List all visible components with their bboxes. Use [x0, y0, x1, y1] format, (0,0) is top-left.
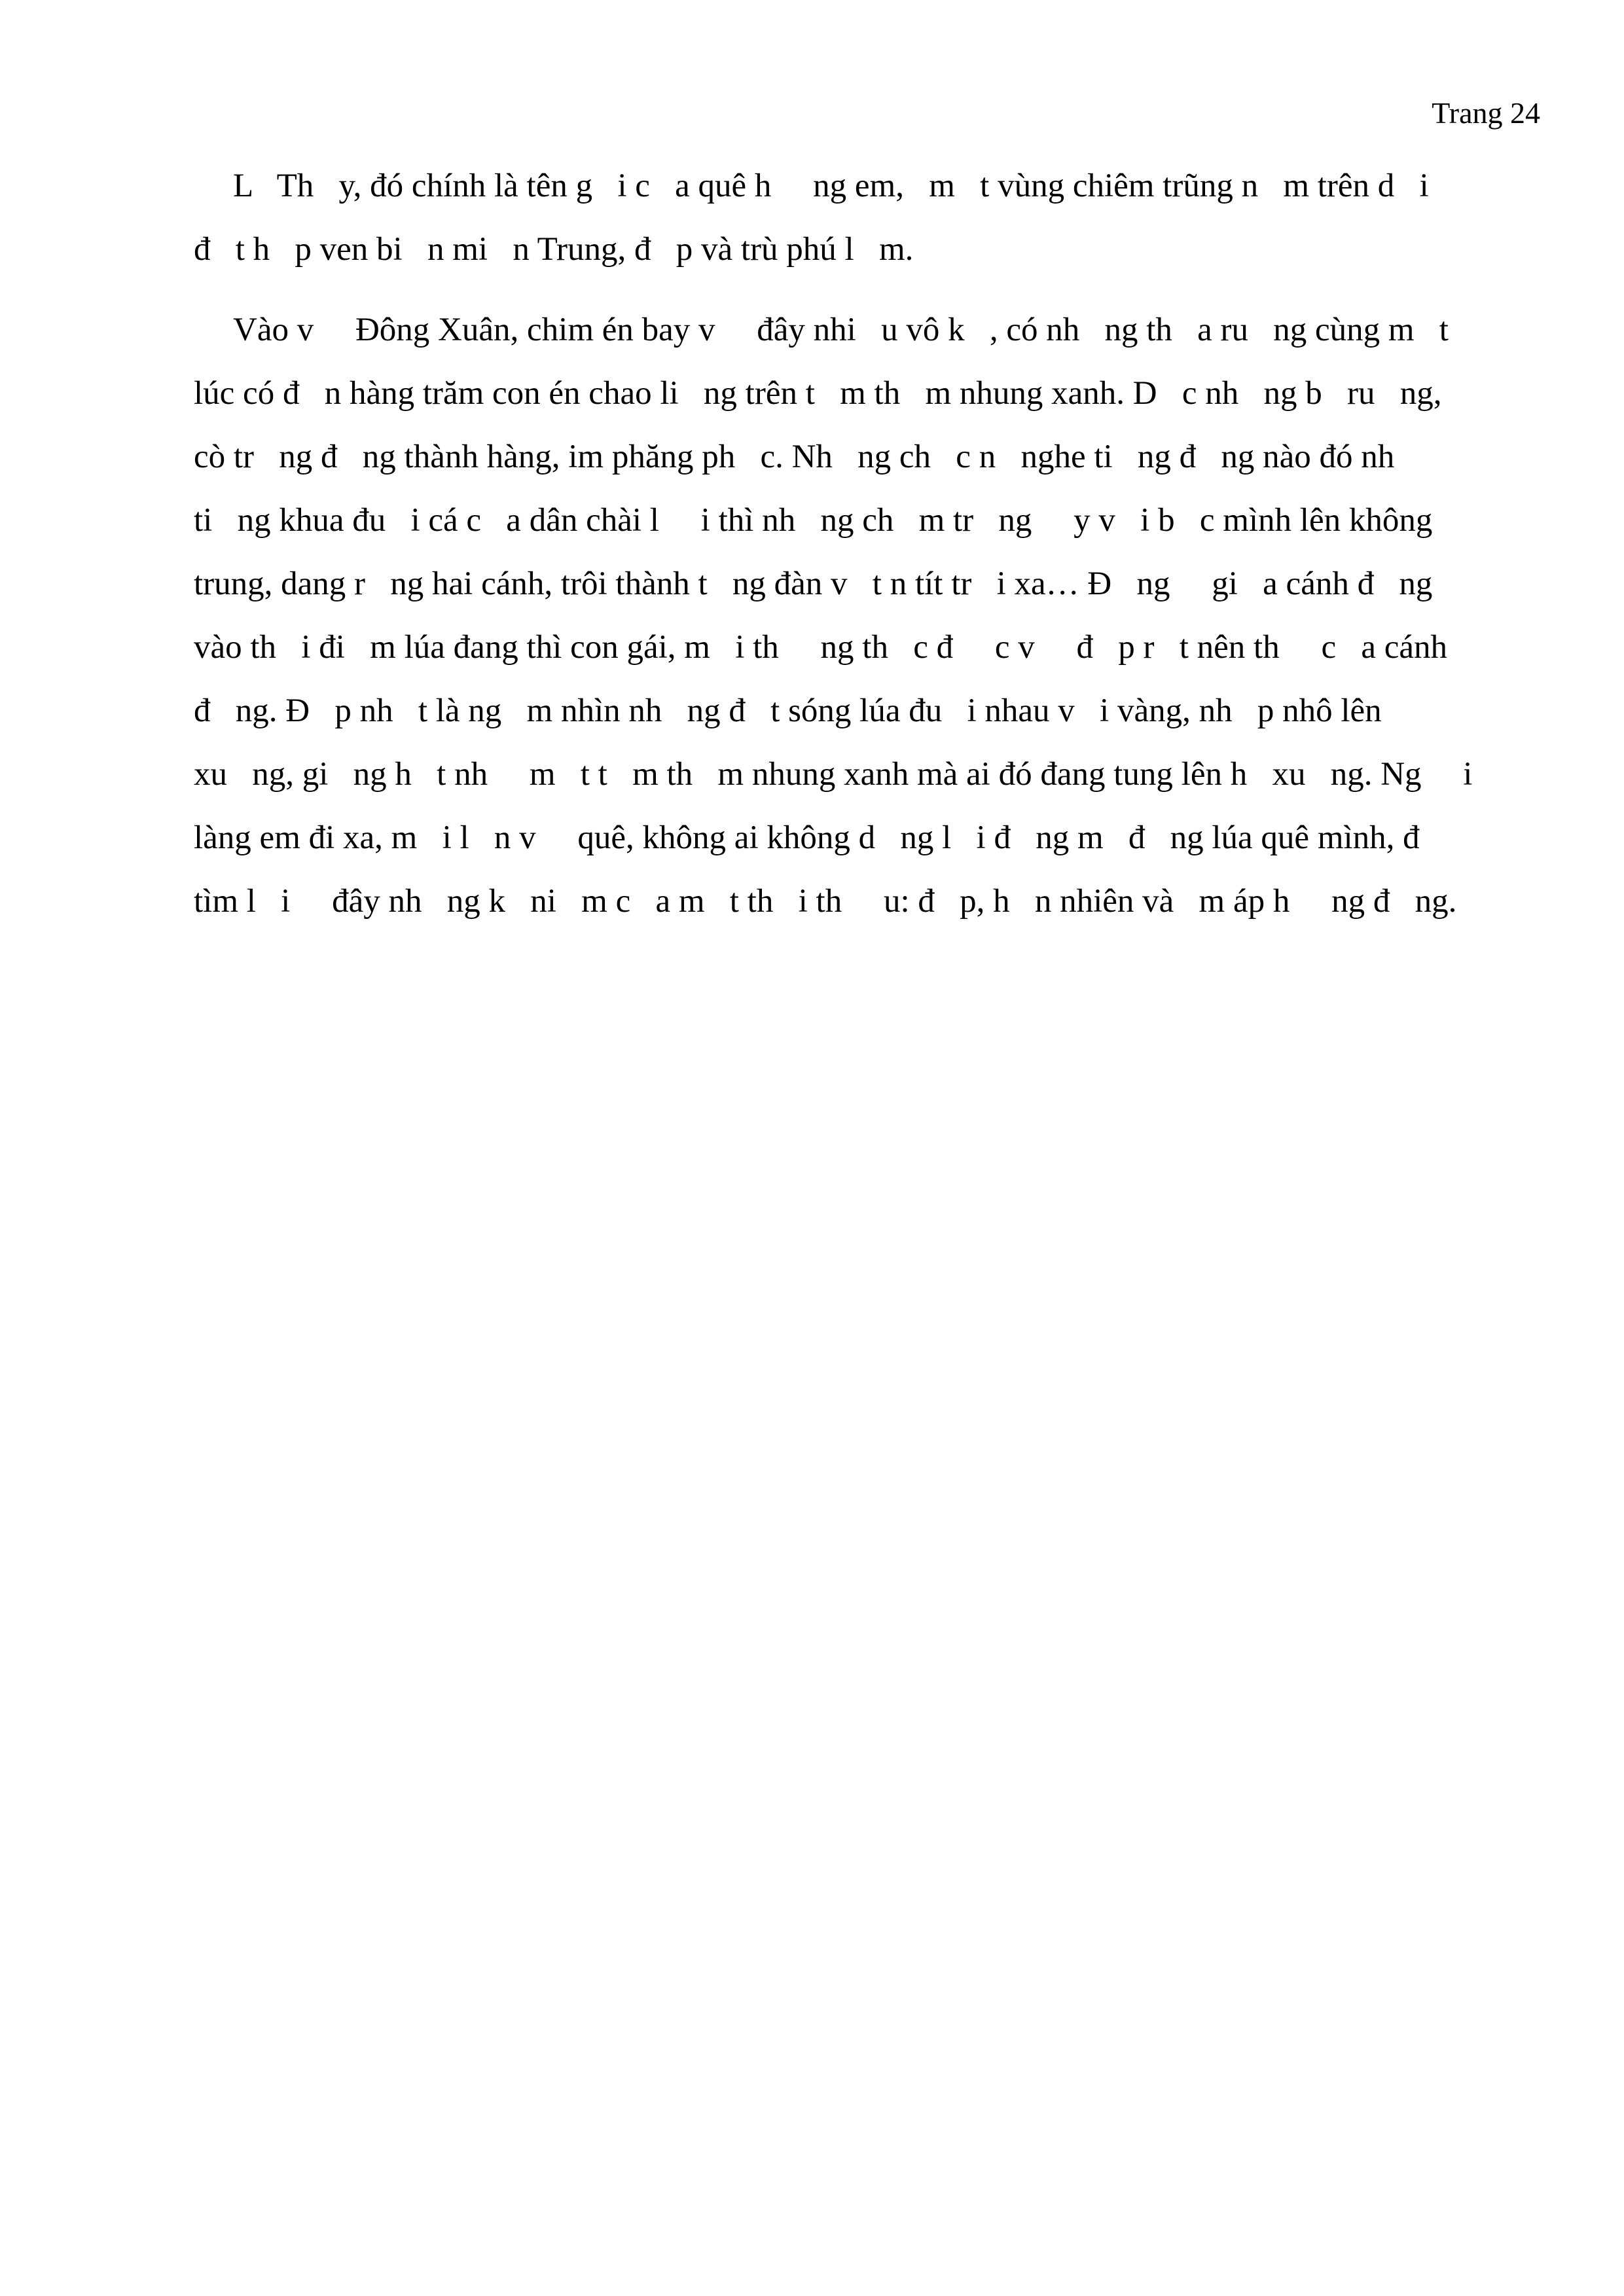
page-number: Trang 24	[1432, 96, 1540, 130]
text-line: đ ng. Đ p nh t là ng m nhìn nh ng đ t sóng lúa đu i nhau v i vàng, nh p nhô lên	[194, 692, 1382, 729]
text-line: tìm l i đây nh ng k ni m c a m t th i th u: đ p, h n nhiên và m áp h ng đ ng.	[194, 883, 1457, 920]
text-line: vào th i đi m lúa đang thì con gái, m i th ng th c đ c v đ p r t nên th c a cánh	[194, 629, 1447, 666]
text-line: cò tr ng đ ng thành hàng, im phăng ph c. Nh ng ch c n nghe ti ng đ ng nào đó nh	[194, 439, 1395, 475]
text-line: L Th y, đó chính là tên g i c a quê h ng em, m t vùng chiêm trũng n m trên d i	[233, 168, 1429, 204]
paragraph-2	[194, 298, 1473, 933]
text-line: lúc có đ n hàng trăm con én chao li ng trên t m th m nhung xanh. D c nh ng b ru ng,	[194, 375, 1442, 412]
text-line: đ t h p ven bi n mi n Trung, đ p và trù phú l m.	[194, 231, 914, 268]
text-line: trung, dang r ng hai cánh, trôi thành t ng đàn v t n tít tr i xa… Đ ng gi a cánh đ ng	[194, 565, 1433, 602]
text-line: xu ng, gi ng h t nh m t t m th m nhung xanh mà ai đó đang tung lên h xu ng. Ng i	[194, 756, 1473, 793]
paragraph-1	[194, 154, 1470, 281]
text-line: ti ng khua đu i cá c a dân chài l i thì nh ng ch m tr ng y v i b c mình lên không	[194, 502, 1433, 539]
body-text	[194, 154, 1473, 933]
text-line: làng em đi xa, m i l n v quê, không ai không d ng l i đ ng m đ ng lúa quê mình, đ	[194, 819, 1420, 856]
text-line: Vào v Đông Xuân, chim én bay v đây nhi u vô k , có nh ng th a ru ng cùng m t	[233, 312, 1449, 348]
